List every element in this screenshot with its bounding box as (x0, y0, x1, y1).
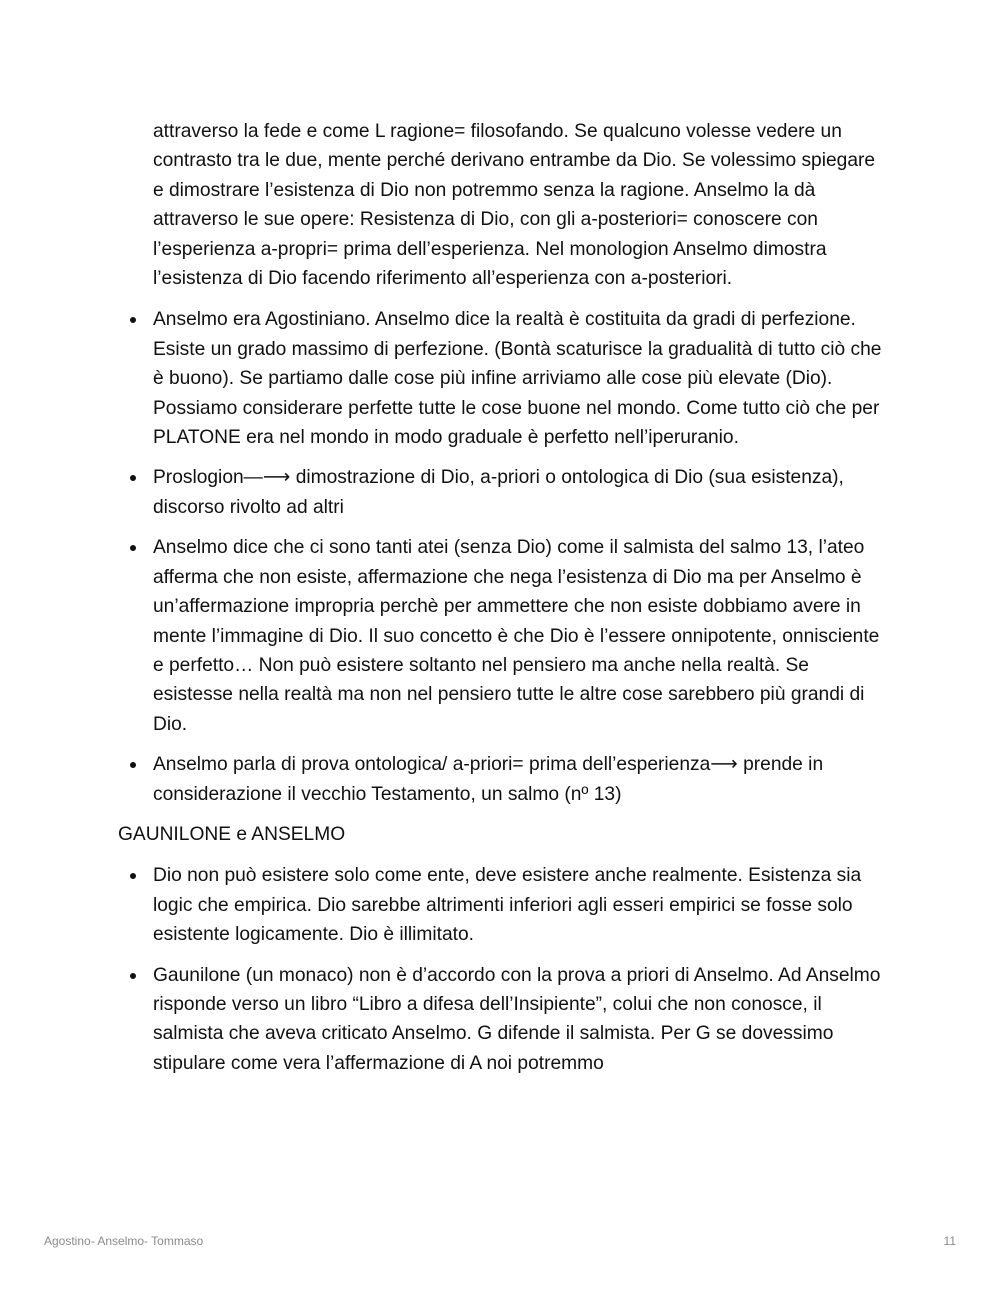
page-footer (44, 1234, 956, 1250)
list-item-text: Anselmo era Agostiniano. Anselmo dice la realtà è costituita da gradi di perfezione. Esiste un grado massimo di perfezione. (Bontà scaturisce la gradualità di tutto ciò che è buono). Se partiamo dalle cose più infine arriviamo alle cose più elevate (Dio). Possiamo considerare perfette tutte le cose buone nel mondo. Come tutto ciò che per PLATONE era nel mondo in modo graduale è perfetto nell’iperuranio. (153, 309, 882, 449)
list-item (118, 533, 888, 739)
footer-title: Agostino- Anselmo- Tommaso (44, 1234, 204, 1248)
bullet-dot-icon (130, 762, 136, 768)
page-number: 11 (943, 1234, 956, 1248)
bullet-list-gaunilone (118, 861, 888, 1078)
bullet-list-anselmo (118, 305, 888, 809)
list-item-text: Anselmo dice che ci sono tanti atei (senza Dio) come il salmista del salmo 13, l’ateo afferma che non esiste, affermazione che nega l’esistenza di Dio ma per Anselmo è un’affermazione impropria perchè per ammettere che non esiste dobbiamo avere in mente l’immagine di Dio. Il suo concetto è che Dio è l’essere onnipotente, onnisciente e perfetto… Non può esistere soltanto nel pensiero ma anche nella realtà. Se esistesse nella realtà ma non nel pensiero tutte le altre cose sarebbero più grandi di Dio. (153, 537, 880, 735)
list-item-text: Anselmo parla di prova ontologica/ a-priori= prima dell’esperienza⟶ prende in considerazione il vecchio Testamento, un salmo (nº 13) (153, 754, 824, 805)
list-item (118, 463, 888, 522)
bullet-dot-icon (130, 973, 136, 979)
bullet-dot-icon (130, 545, 136, 551)
bullet-dot-icon (130, 873, 136, 879)
list-item-text: Proslogion—⟶ dimostrazione di Dio, a-priori o ontologica di Dio (sua esistenza), discorso rivolto ad altri (153, 467, 844, 518)
continuation-paragraph: attraverso la fede e come L ragione= filosofando. Se qualcuno volesse vedere un contrasto tra le due, mente perché derivano entrambe da Dio. Se volessimo spiegare e dimostrare l’esistenza di Dio non potremmo senza la ragione. Anselmo la dà attraverso le sue opere: Resistenza di Dio, con gli a-posteriori= conoscere con l’esperienza a-propri= prima dell’esperienza. Nel monologion Anselmo dimostra l’esistenza di Dio facendo riferimento all’esperienza con a-posteriori. (153, 121, 876, 290)
bullet-dot-icon (130, 317, 136, 323)
list-item-text: Dio non può esistere solo come ente, deve esistere anche realmente. Esistenza sia logic che empirica. Dio sarebbe altrimenti inferiori agli esseri empirici se fosse solo esistente logicamente. Dio è illimitato. (153, 865, 862, 946)
page-content (118, 117, 888, 1089)
list-item (118, 305, 888, 452)
bullet-dot-icon (130, 475, 136, 481)
list-item (118, 961, 888, 1079)
list-item (118, 750, 888, 809)
section-heading: GAUNILONE e ANSELMO (118, 823, 346, 845)
list-item (118, 861, 888, 949)
list-item-text: Gaunilone (un monaco) non è d’accordo con la prova a priori di Anselmo. Ad Anselmo risponde verso un libro “Libro a difesa dell’Insipiente”, colui che non conosce, il salmista che aveva criticato Anselmo. G difende il salmista. Per G se dovessimo stipulare come vera l’affermazione di A noi potremmo (153, 964, 881, 1074)
